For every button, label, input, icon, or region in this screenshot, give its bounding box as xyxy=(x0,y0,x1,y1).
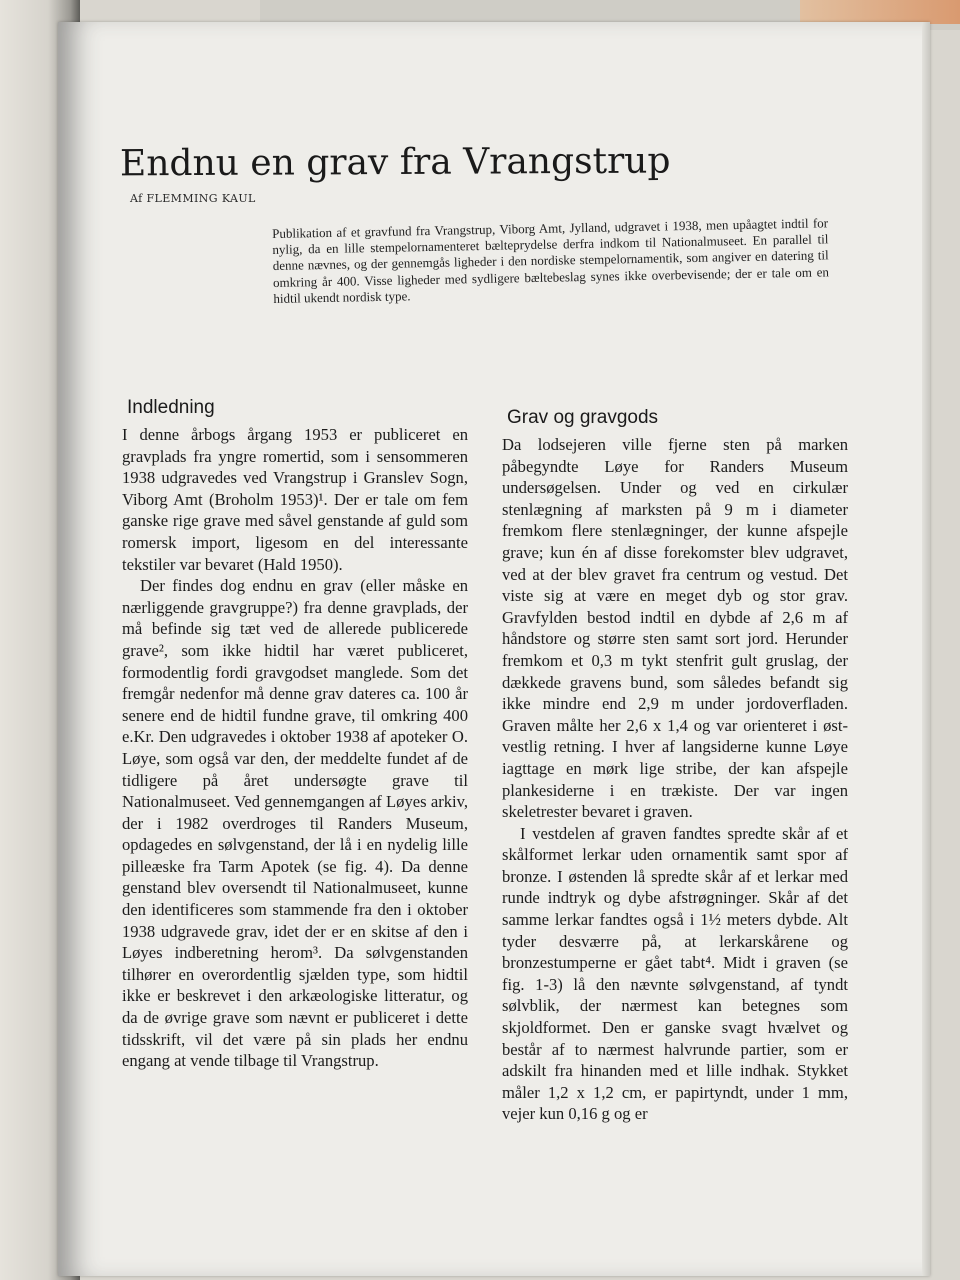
paragraph: Da lodsejeren ville fjerne sten på marken påbegyndte Løye for Randers Museum undersøgelsen. Under og ved en cirkulær stenlægning af marksten på 9 m i diameter fremkom flere stenlægninger, der kunne afspejle grave; kun én af disse forekomster blev udgravet, ved at der blev gravet fra centrum og vestud. Det viste sig at være en meget dyb og stor grav. Gravfylden bestod indtil en dybde af 2,6 m af håndstore og større sten samt sort jord. Herunder fremkom et 0,3 m tykt stenfrit gult gruslag, der dækkede gravens bund, som således befandt sig ikke mindre end 2,9 m under jordoverfladen. Graven målte her 2,6 x 1,4 og var orienteret i øst-vestlig retning. I hver af langsiderne kunne Løye iagttage en mørk lige stribe, der kan afspejle plankesiderne i en trækiste. Der var ingen skeletrester bevaret i graven. xyxy=(502,435,848,822)
paragraph: Der findes dog endnu en grav (eller måske en nærliggende gravgruppe?) fra denne gravplads, der må befinde sig tæt ved de allerede publicerede grave², som ikke hidtil har været publiceret, formodentlig fordi gravgodset manglede. Som det fremgår nedenfor må denne grav dateres ca. 100 år senere end de hidtil fundne grave, til omkring 400 e.Kr. Den udgravedes i oktober 1938 af apoteker O. Løye, som også var den, der meddelte fundet af de tidligere på året undersøgte grave til Nationalmuseet. Ved gennemgangen af Løyes arkiv, der i 1982 overdroges til Randers Museum, opdagedes en sølvgenstand, der lå i en nydelig lille pilleæske fra Tarm Apotek (se fig. 4). Da denne genstand blev oversendt til Nationalmuseet, kunne den identificeres som stammende fra den i oktober 1938 udgravede grav, idet der er en skitse af den i Løyes indberetning herom³. Da sølvgenstanden tilhører en overordentlig sjælden type, som hidtil ikke er beskrevet i den arkæologiske litteratur, og da de øvrige grave som nævnt er publiceret i dette tidsskrift, vil det være på sin plads her endnu engang at vende tilbage til Vrangstrup. xyxy=(122,576,468,1071)
article-title: Endnu en grav fra Vrangstrup xyxy=(119,140,671,185)
article-abstract: Publikation af et gravfund fra Vrangstrup, Viborg Amt, Jylland, udgravet i 1938, men upåagtet indtil for nylig, da en lille stempelornamenteret bælteprydelse derfra indkom til Nationalmuseet. En parallel til denne nævnes, og der gennemgås ligheder i den nordiske stempelornamentik, som angiver en datering til omkring år 400. Visse ligheder med sydligere bæltebeslag synes ikke overbevisende; der er tale om en hidtil ukendt nordisk type. xyxy=(272,215,830,306)
section-heading-grav-og-gravgods: Grav og gravgods xyxy=(507,407,659,428)
orange-object xyxy=(800,0,960,24)
right-column xyxy=(502,406,848,1125)
article-author: Af FLEMMING KAUL xyxy=(130,192,256,205)
paragraph: I vestdelen af graven fandtes spredte skår af et skålformet lerkar uden ornamentik samt spor af bronze. I østenden lå spredte skår af et lerkar med runde indtryk og dybe afstrøgninger. Skår af det samme lerkar fandtes også i 1½ meters dybde. Alt tyder desværre på, at lerkarskårene og bronzestumperne er gået tabt⁴. Midt i graven (se fig. 1-3) lå den nævnte sølvgenstand, af tyndt sølvblik, der nærmest kan betegnes som skjoldformet. Den er ganske svagt hvælvet og består af to nærmest halvrunde partier, som er adskilt fra hinanden med et lille indhak. Stykket måler 1,2 x 1,2 cm, er papirtyndt, under 1 mm, vejer kun 0,16 g og er xyxy=(502,823,848,1124)
section-heading-indledning: Indledning xyxy=(127,397,215,418)
paragraph: I denne årbogs årgang 1953 er publiceret en gravplads fra yngre romertid, som i sensommeren 1938 udgravedes ved Vrangstrup i Granslev Sogn, Viborg Amt (Broholm 1953)¹. Der er tale om fem ganske rige grave med såvel genstande af guld som romersk import, ligesom en del interessante tekstiler var bevaret (Hald 1950). xyxy=(122,425,468,574)
page-edge xyxy=(922,22,930,1276)
left-column xyxy=(122,396,468,1072)
